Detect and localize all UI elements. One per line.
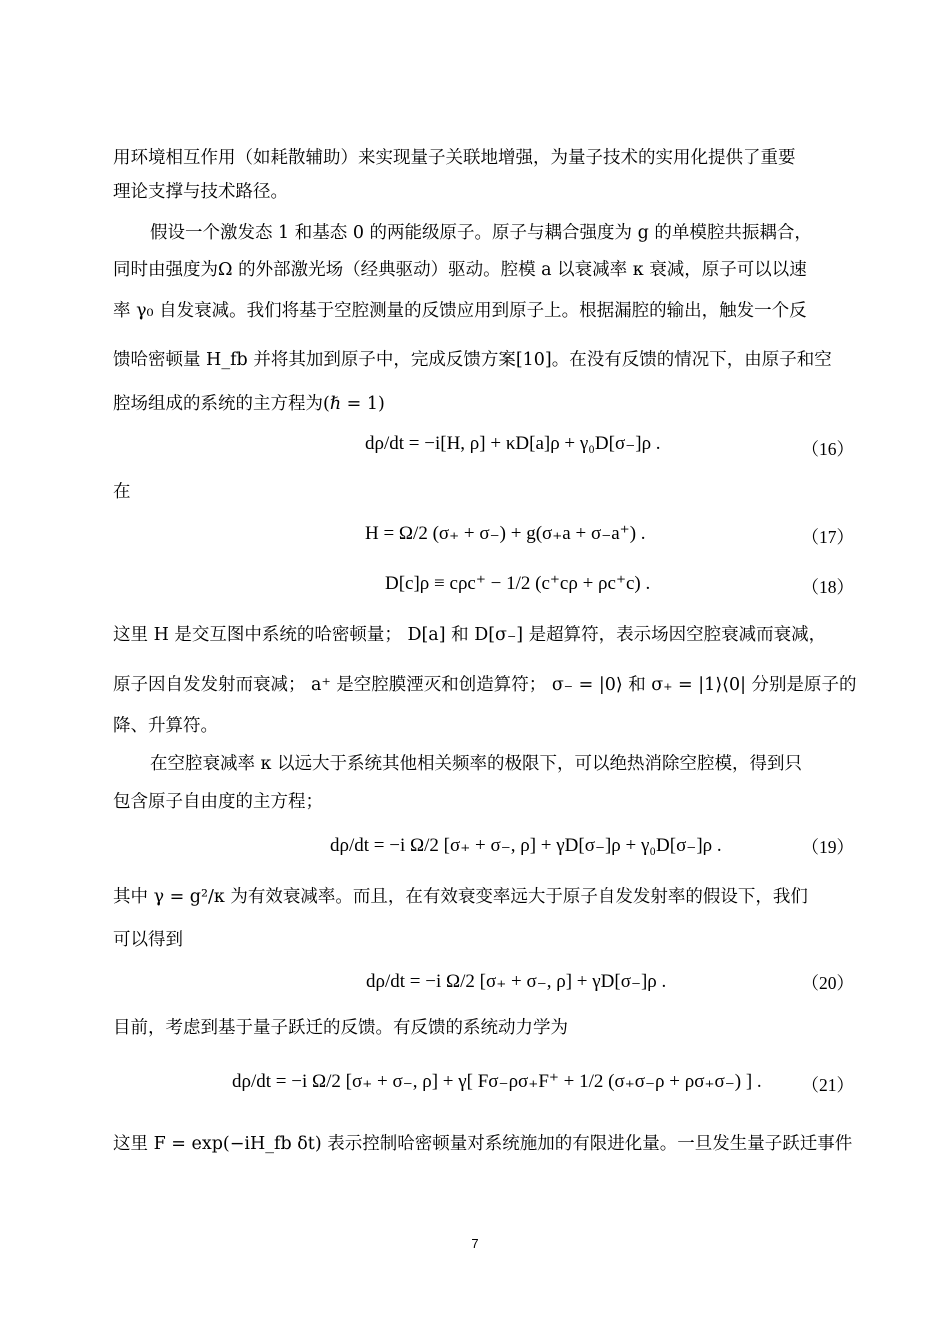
equation-number: （21）	[801, 1075, 854, 1095]
paragraph-line: 馈哈密顿量 H_fb 并将其加到原子中，完成反馈方案[10]。在没有反馈的情况下，由原子和空	[113, 350, 832, 370]
paragraph-line: 率 γ₀ 自发衰减。我们将基于空腔测量的反馈应用到原子上。根据漏腔的输出，触发一个反	[113, 301, 807, 321]
paragraph-line: 这里 H 是交互图中系统的哈密顿量； D[a] 和 D[σ₋] 是超算符，表示场因空腔衰减而衰减，	[113, 625, 827, 645]
paragraph-line: 在	[113, 482, 131, 502]
equation-20: dρ/dt = −i Ω/2 [σ₊ + σ₋, ρ] + γD[σ₋]ρ .	[366, 971, 667, 992]
paragraph-line: 其中 γ = g²/κ 为有效衰减率。而且，在有效衰变率远大于原子自发发射率的假设下，我们	[113, 887, 808, 907]
paragraph-line: 用环境相互作用（如耗散辅助）来实现量子关联地增强，为量子技术的实用化提供了重要	[113, 148, 796, 168]
paragraph-line: 腔场组成的系统的主方程为(ℏ = 1)	[113, 394, 385, 414]
paragraph-line: 可以得到	[113, 930, 183, 950]
equation-19: dρ/dt = −i Ω/2 [σ₊ + σ₋, ρ] + γD[σ₋]ρ + γ₀D[σ₋]ρ .	[330, 835, 722, 856]
paragraph-line: 这里 F = exp(−iH_fb δt) 表示控制哈密顿量对系统施加的有限进化量。一旦发生量子跃迁事件	[113, 1134, 853, 1154]
equation-17: H = Ω/2 (σ₊ + σ₋) + g(σ₊a + σ₋a⁺) .	[365, 523, 646, 544]
equation-number: （17）	[801, 527, 854, 547]
paragraph-line: 原子因自发发射而衰减； a⁺ 是空腔膜湮灭和创造算符； σ₋ = |0⟩ 和 σ₊ = |1⟩⟨0| 分别是原子的	[113, 675, 857, 695]
paragraph-line: 在空腔衰减率 κ 以远大于系统其他相关频率的极限下，可以绝热消除空腔模，得到只	[150, 754, 803, 774]
paragraph-line: 理论支撑与技术路径。	[113, 182, 288, 202]
paragraph-line: 目前，考虑到基于量子跃迁的反馈。有反馈的系统动力学为	[113, 1018, 568, 1038]
paragraph-line: 包含原子自由度的主方程；	[113, 792, 323, 812]
equation-18: D[c]ρ ≡ cρc⁺ − 1/2 (c⁺cρ + ρc⁺c) .	[385, 573, 651, 594]
equation-number: （18）	[801, 577, 854, 597]
equation-21: dρ/dt = −i Ω/2 [σ₊ + σ₋, ρ] + γ[ Fσ₋ρσ₊F⁺ + 1/2 (σ₊σ₋ρ + ρσ₊σ₋) ] .	[232, 1071, 762, 1092]
equation-number: （20）	[801, 973, 854, 993]
paragraph-line: 假设一个激发态 1 和基态 0 的两能级原子。原子与耦合强度为 g 的单模腔共振耦合，	[150, 223, 812, 243]
equation-16: dρ/dt = −i[H, ρ] + κD[a]ρ + γ₀D[σ₋]ρ .	[365, 433, 661, 454]
equation-number: （19）	[801, 837, 854, 857]
equation-number: （16）	[801, 439, 854, 459]
paragraph-line: 同时由强度为Ω 的外部激光场（经典驱动）驱动。腔模 a 以衰减率 κ 衰减，原子可以以速	[113, 260, 807, 280]
page-number: 7	[471, 1236, 479, 1251]
paragraph-line: 降、升算符。	[113, 716, 218, 736]
